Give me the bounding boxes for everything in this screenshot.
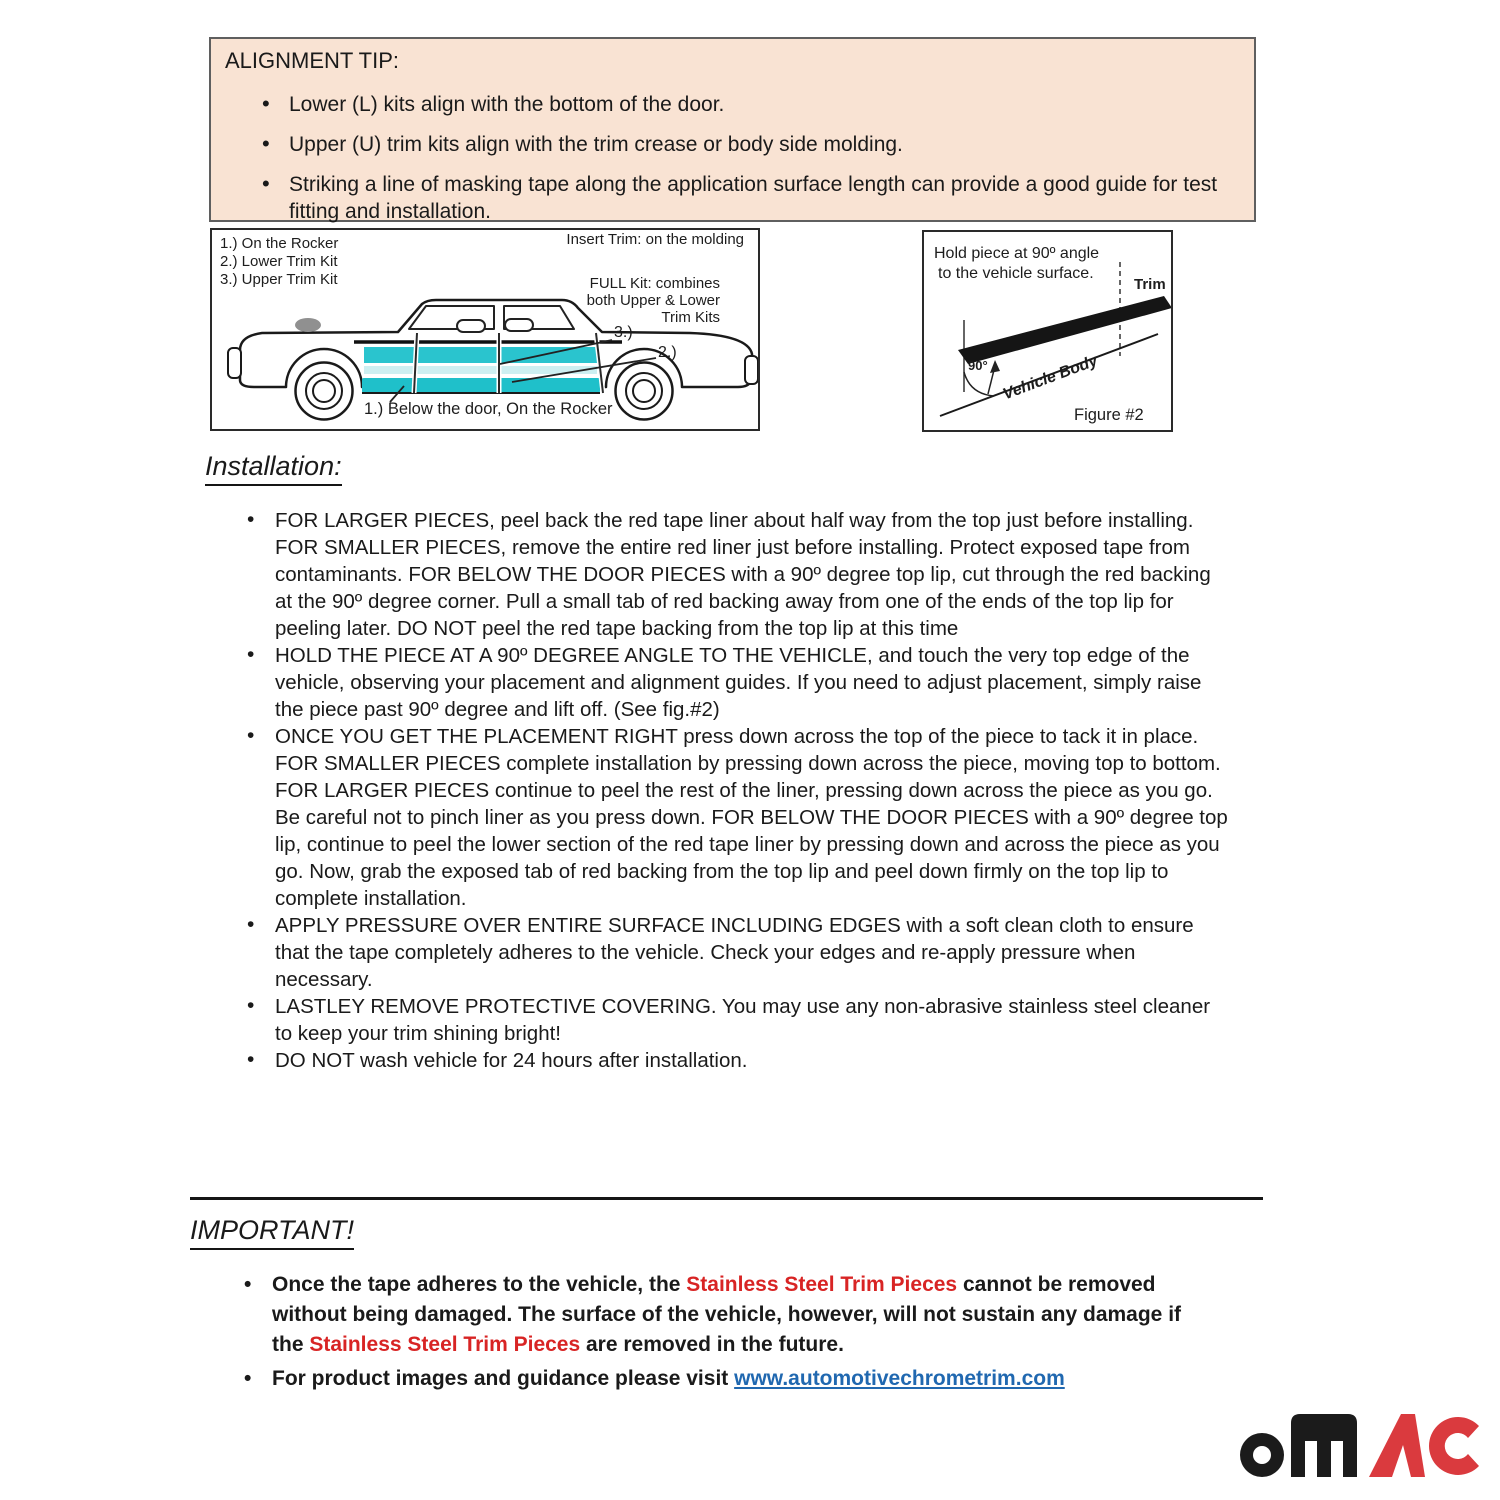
vehicle-body-label: Vehicle Body bbox=[1000, 352, 1101, 404]
door-handle bbox=[505, 319, 533, 331]
trim-label: Trim bbox=[1134, 276, 1166, 293]
alignment-tip-list bbox=[289, 91, 1219, 225]
installation-section bbox=[205, 450, 1295, 1074]
alignment-tip-title: ALIGNMENT TIP: bbox=[225, 48, 400, 73]
omac-logo-graphic bbox=[1239, 1409, 1479, 1477]
important-text: are removed in the future. bbox=[580, 1333, 844, 1356]
angle-arc bbox=[964, 372, 994, 396]
list-item: • DO NOT wash vehicle for 24 hours after installation. bbox=[275, 1047, 1230, 1074]
full-kit-line-3: Trim Kits bbox=[661, 309, 720, 326]
trim-strips bbox=[362, 347, 600, 393]
rear-wheel bbox=[616, 363, 673, 420]
list-item: • Lower (L) kits align with the bottom of the door. bbox=[289, 91, 1219, 118]
section-divider bbox=[190, 1197, 1263, 1200]
trim-strip-rocker bbox=[362, 378, 600, 393]
front-bumper bbox=[228, 348, 241, 378]
logo-letter-a bbox=[1369, 1414, 1425, 1477]
car-diagram-box bbox=[210, 228, 760, 431]
legend-line-3: 3.) Upper Trim Kit bbox=[220, 271, 338, 288]
omac-logo bbox=[1239, 1409, 1479, 1477]
important-section bbox=[190, 1214, 1295, 1398]
pointer-label-2: 2.) bbox=[658, 344, 677, 361]
list-item bbox=[272, 1270, 1187, 1360]
front-wheel bbox=[296, 363, 353, 420]
logo-letter-m bbox=[1291, 1414, 1357, 1477]
list-item bbox=[272, 1364, 1187, 1394]
rocker-pointer-label: 1.) Below the door, On the Rocker bbox=[364, 400, 613, 418]
figure2-diagram bbox=[924, 232, 1171, 430]
trim-strip-upper bbox=[364, 347, 597, 363]
important-text: cannot be removed without being damaged. The surface of the vehicle, however, will not sustain any damage if the bbox=[272, 1273, 1182, 1356]
pointer-label-3: 3.) bbox=[614, 324, 633, 341]
red-highlight-text: Stainless Steel Trim Pieces bbox=[686, 1273, 958, 1296]
installation-list bbox=[275, 507, 1230, 1074]
car-diagram bbox=[212, 230, 758, 429]
insert-trim-label: Insert Trim: on the molding bbox=[566, 231, 744, 248]
important-heading: IMPORTANT! bbox=[190, 1214, 354, 1250]
important-list bbox=[272, 1270, 1187, 1394]
list-item: • FOR LARGER PIECES, peel back the red tape liner about half way from the top just before installing. FOR SMALLER PIECES, remove the entire red liner just before installing. Protect exposed tape from contaminants. FOR BELOW THE DOOR PIECES with a 90º degree top lip, cut through the red backing at the 90º degree corner. Pull a small tab of red backing away from one of the ends of the top lip for peeling later. DO NOT peel the red tape backing from the top lip at this time bbox=[275, 507, 1230, 642]
list-item: • Striking a line of masking tape along the application surface length can provide a good guide for test fitting and installation. bbox=[289, 171, 1219, 225]
list-item: • ONCE YOU GET THE PLACEMENT RIGHT press down across the top of the piece to tack it in place. FOR SMALLER PIECES complete installation by pressing down across the piece, moving top to bottom. FOR LARGER PIECES continue to peel the rest of the liner, pressing down across the piece as you go. Be careful not to pinch liner as you press down. FOR BELOW THE DOOR PIECES with a 90º degree top lip, continue to peel the lower section of the red tape liner by pressing down and across the piece as you go. Now, grab the exposed tab of red backing from the top lip and peel down firmly on the top lip to complete installation. bbox=[275, 723, 1230, 912]
fender-marker bbox=[295, 318, 321, 332]
installation-heading: Installation: bbox=[205, 450, 342, 486]
full-kit-line-2: both Upper & Lower bbox=[586, 292, 720, 309]
red-highlight-text: Stainless Steel Trim Pieces bbox=[309, 1333, 581, 1356]
list-item: • LASTLEY REMOVE PROTECTIVE COVERING. You may use any non-abrasive stainless steel cleaner to keep your trim shining bright! bbox=[275, 993, 1230, 1047]
figure2-caption-line-1: Hold piece at 90º angle bbox=[934, 245, 1100, 262]
legend-line-1: 1.) On the Rocker bbox=[220, 235, 339, 252]
figure2-box bbox=[922, 230, 1173, 432]
angle-arrow-head bbox=[990, 360, 1000, 373]
website-link[interactable]: www.automotivechrometrim.com bbox=[734, 1367, 1065, 1390]
list-item: • Upper (U) trim kits align with the trim crease or body side molding. bbox=[289, 131, 1219, 158]
full-kit-line-1: FULL Kit: combines bbox=[589, 275, 720, 292]
door-handle bbox=[457, 320, 485, 332]
list-item: • APPLY PRESSURE OVER ENTIRE SURFACE INCLUDING EDGES with a soft clean cloth to ensure that the tape completely adheres to the vehicle. Check your edges and re-apply pressure when necessary. bbox=[275, 912, 1230, 993]
trim-piece bbox=[958, 296, 1171, 364]
figure2-caption: Figure #2 bbox=[1074, 406, 1144, 424]
angle-label: 90° bbox=[968, 358, 988, 373]
important-text: Once the tape adheres to the vehicle, the bbox=[272, 1273, 687, 1296]
list-item: • HOLD THE PIECE AT A 90º DEGREE ANGLE TO THE VEHICLE, and touch the very top edge of the vehicle, observing your placement and alignment guides. If you need to adjust placement, simply raise the piece past 90º degree and lift off. (See fig.#2) bbox=[275, 642, 1230, 723]
important-text: For product images and guidance please visit bbox=[272, 1367, 735, 1390]
legend-line-2: 2.) Lower Trim Kit bbox=[220, 253, 338, 270]
rear-bumper bbox=[745, 356, 758, 384]
alignment-tip-box bbox=[209, 37, 1256, 222]
logo-letter-c bbox=[1429, 1417, 1479, 1475]
figure2-caption-line-2: to the vehicle surface. bbox=[938, 265, 1094, 282]
logo-letter-o bbox=[1240, 1433, 1284, 1477]
